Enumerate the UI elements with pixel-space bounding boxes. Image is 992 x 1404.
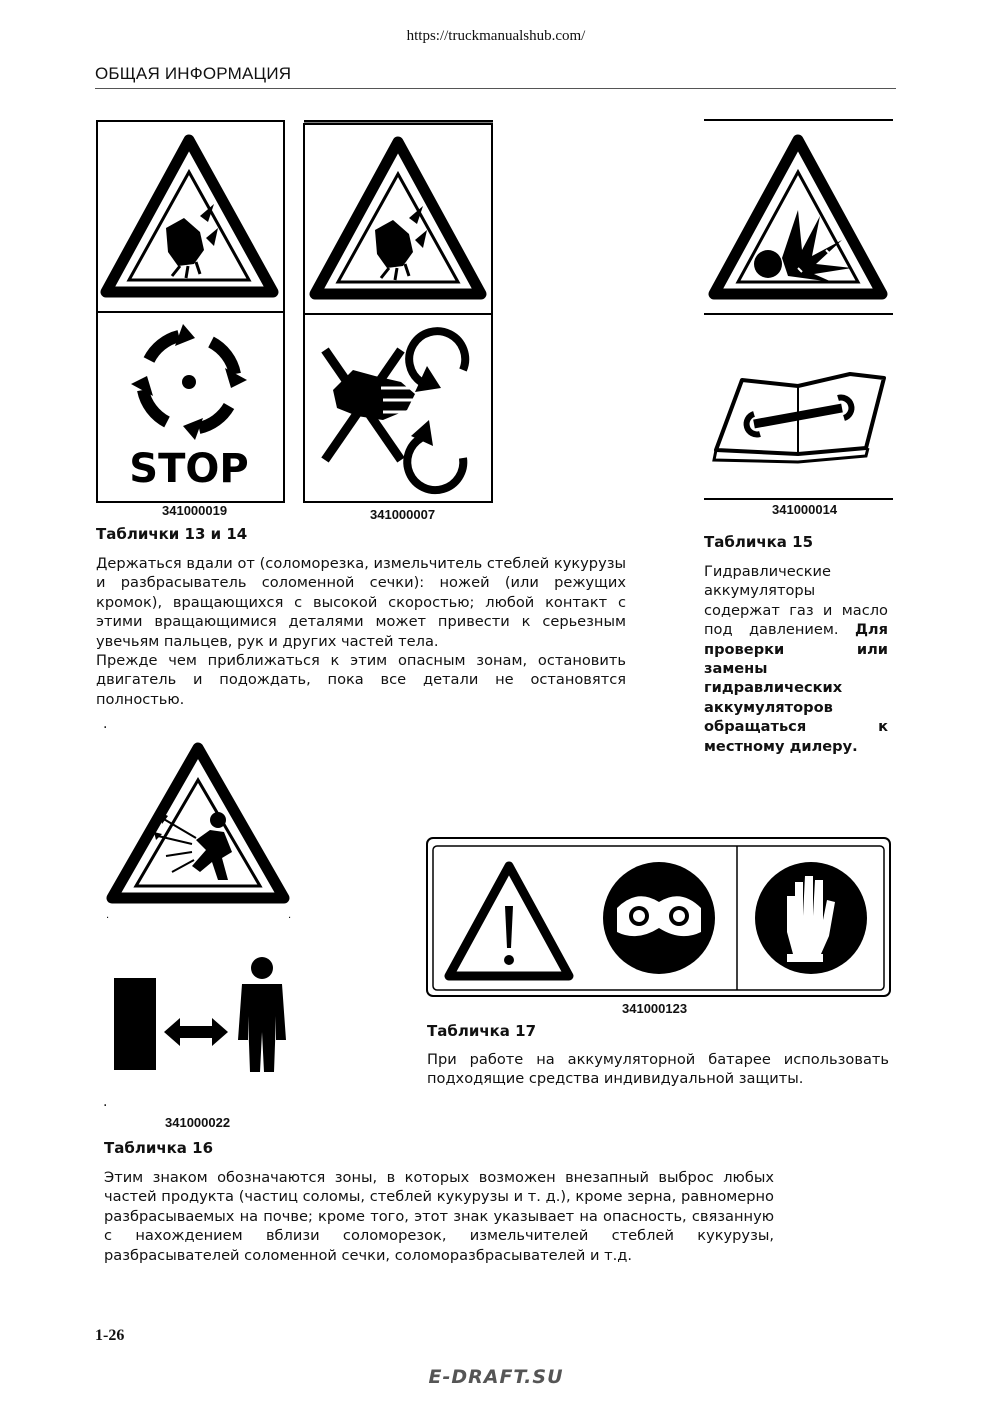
paragraph: Прежде чем приближаться к этим опасным зонам, остановить двигатель и подождать, пока все детали не остановятся полностью. <box>96 652 626 708</box>
decal-code-341000019: 341000019 <box>162 503 228 518</box>
caption-17: Табличка 17 <box>427 1022 537 1040</box>
decal-13 <box>96 120 286 504</box>
svg-text:.: . <box>106 910 110 921</box>
decal-16 <box>100 740 300 1080</box>
manual-book-icon <box>714 374 884 462</box>
decal-code-341000007: 341000007 <box>370 507 436 522</box>
decal-15 <box>702 118 895 502</box>
watermark: E-DRAFT.SU <box>428 1366 564 1388</box>
text-13-14 <box>96 554 626 709</box>
eye-protection-icon <box>603 862 715 974</box>
section-title: ОБЩАЯ ИНФОРМАЦИЯ <box>95 64 292 83</box>
text-normal: Гидравлические аккумуляторы содержат газ и масло под давлением. <box>704 563 888 639</box>
explosion-hazard-icon <box>714 140 882 294</box>
text-16 <box>104 1168 774 1265</box>
text-15 <box>704 562 888 756</box>
decal-code-341000022: 341000022 <box>165 1115 231 1130</box>
caption-13-14: Таблички 13 и 14 <box>96 525 248 543</box>
decal-17 <box>425 836 893 1000</box>
source-url[interactable]: https://truckmanualshub.com/ <box>406 28 586 44</box>
paragraph: Этим знаком обозначаются зоны, в которых возможен внезапный выброс любых частей продукта (частиц соломы, стеблей кукурузы и т. д.), кроме зерна, равномерно разбрасываемых на почве; кроме того, этот знак указывает на опасность, связанную с нахождением вблизи соломорезок, измельчителей стеблей кукурузы, разбрасывателей соломенной сечки, соломоразбрасывателей и т.д. <box>104 1169 774 1264</box>
hand-protection-icon <box>755 862 867 974</box>
paragraph: Держаться вдали от (соломорезка, измельчитель стеблей кукурузы и разбрасыватель соломенной сечки): ножей (или режущих кромок), вращающихся с высокой скоростью; любой контакт с этими вращающимися деталями может привести к серьезным увечьям пальцев, рук и других частей тела. <box>96 555 626 650</box>
caption-15: Табличка 15 <box>704 533 814 551</box>
decal-code-341000123: 341000123 <box>622 1001 688 1016</box>
paragraph: При работе на аккумуляторной батарее использовать подходящие средства индивидуальной защиты. <box>427 1051 889 1088</box>
text-bold: Для проверки или замены гидравлических аккумуляторов обращаться к местному дилеру. <box>704 621 888 755</box>
stop-label: STOP <box>129 446 249 492</box>
caption-16: Табличка 16 <box>104 1139 214 1157</box>
thrown-objects-hazard-icon <box>112 748 284 898</box>
svg-text:.: . <box>288 910 292 921</box>
text-17 <box>427 1050 889 1089</box>
stray-dot: . <box>103 1094 108 1110</box>
stray-dot: . <box>103 716 108 732</box>
header-rule <box>95 88 896 89</box>
keep-distance-icon <box>114 957 286 1072</box>
decal-code-341000014: 341000014 <box>772 502 838 517</box>
decal-14 <box>303 120 495 504</box>
paragraph <box>704 562 888 756</box>
page-number: 1-26 <box>95 1327 125 1344</box>
